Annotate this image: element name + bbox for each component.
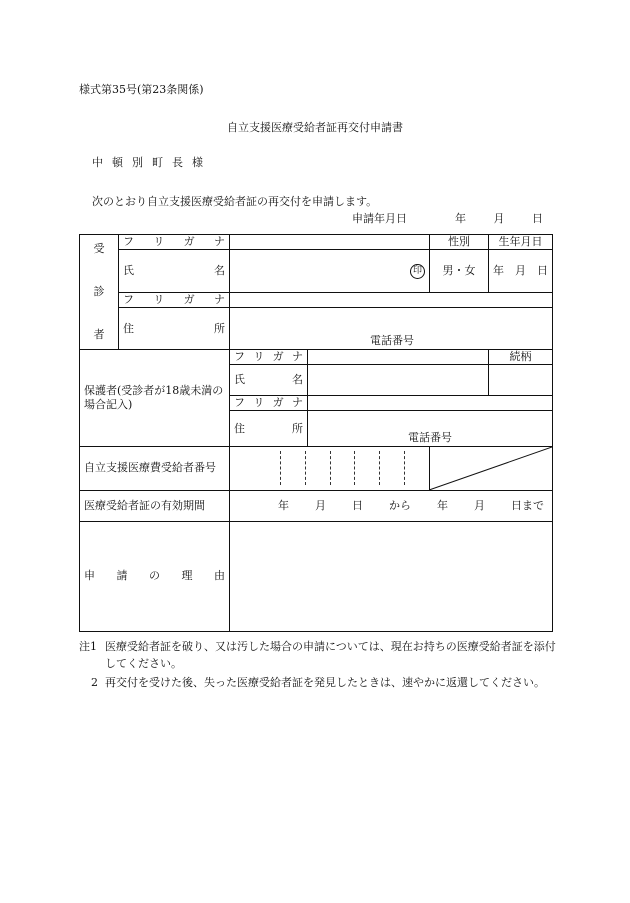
digit-box[interactable] (281, 451, 306, 485)
seal-icon: 印 (410, 264, 425, 279)
digit-box[interactable] (355, 451, 380, 485)
label-char: ナ (291, 396, 303, 410)
label-char: 氏 (123, 264, 134, 278)
guardian-furigana-label (230, 350, 308, 365)
guardian-address-furigana-field[interactable] (308, 396, 553, 411)
label-char: 請 (116, 569, 128, 583)
digit-box[interactable] (306, 451, 331, 485)
label-char: 理 (181, 569, 193, 583)
guardian-furigana-field[interactable] (308, 350, 489, 365)
form-code: 様式第35号(第23条関係) (79, 83, 204, 96)
label-char: 所 (214, 321, 225, 335)
guardian-address-furigana-label (230, 396, 308, 411)
patient-address-furigana-field[interactable] (230, 293, 553, 308)
application-date-label: 申請年月日 (352, 212, 407, 225)
patient-section-label (80, 235, 119, 350)
note-mark: 注1 (79, 640, 97, 653)
patient-furigana-field[interactable] (230, 235, 430, 250)
digit-box[interactable] (331, 451, 356, 485)
sex-field[interactable]: 男・女 (430, 250, 489, 293)
from-word: から (389, 498, 411, 512)
patient-name-label (119, 250, 230, 293)
label-char: フ (123, 293, 134, 307)
application-date-fields[interactable] (455, 213, 543, 224)
label-char: リ (253, 396, 265, 410)
month-unit: 月 (315, 498, 326, 512)
patient-address-field[interactable] (230, 308, 553, 350)
label-char: ナ (213, 293, 225, 307)
label-char: ガ (183, 235, 195, 249)
form-title: 自立支援医療受給者証再交付申請書 (227, 121, 403, 134)
birthdate-field[interactable] (489, 250, 553, 293)
label-char: フ (123, 235, 134, 249)
reason-label (80, 521, 230, 631)
validity-label: 医療受給者証の有効期間 (80, 490, 230, 521)
label-char: ナ (291, 350, 303, 364)
intro-sentence: 次のとおり自立支援医療受給者証の再交付を申請します。 (92, 195, 378, 208)
patient-label-char: 受 (93, 242, 105, 255)
year-unit: 年 (493, 264, 504, 278)
patient-address-furigana-label (119, 293, 230, 308)
patient-address-label (119, 308, 230, 350)
label-char: 申 (84, 569, 95, 583)
guardian-address-label (230, 411, 308, 447)
day-unit: 日 (352, 498, 363, 512)
label-char: の (149, 569, 160, 583)
month-unit: 月 (515, 264, 526, 278)
guardian-address-field[interactable] (308, 411, 553, 447)
label-char: フ (234, 350, 245, 364)
notes (79, 638, 557, 693)
guardian-section-label: 保護者(受診者が18歳未満の場合記入) (80, 350, 230, 447)
diagonal-strike (430, 447, 552, 490)
label-char: 所 (292, 421, 303, 435)
label-char: 住 (234, 421, 245, 435)
day-until-unit: 日まで (511, 498, 544, 512)
guardian-phone-label: 電話番号 (408, 431, 452, 445)
label-char: 住 (123, 321, 134, 335)
patient-name-field[interactable] (230, 250, 430, 293)
label-char: リ (253, 350, 265, 364)
note-item (79, 638, 557, 672)
label-char: ガ (272, 396, 284, 410)
day-unit: 日 (532, 212, 543, 225)
label-char: ガ (183, 293, 195, 307)
month-unit: 月 (493, 212, 505, 225)
day-unit: 日 (537, 264, 548, 278)
digit-box[interactable] (380, 451, 405, 485)
note-item (79, 674, 557, 691)
recipient-number-field[interactable] (230, 447, 430, 491)
patient-label-char: 者 (93, 328, 105, 342)
note-text: 医療受給者証を破り、又は汚した場合の申請については、現在お持ちの医療受給者証を添付してください。 (105, 640, 556, 670)
label-char: 氏 (234, 373, 245, 387)
note-text: 再交付を受けた後、失った医療受給者証を発見したときは、速やかに返還してください。 (105, 676, 545, 689)
digit-box[interactable] (256, 451, 281, 485)
addressee: 中頓別町長様 (92, 156, 212, 169)
patient-label-char: 診 (93, 285, 105, 299)
label-char: 名 (292, 373, 303, 387)
relation-field[interactable] (489, 365, 553, 396)
unused-cell (430, 447, 553, 491)
label-char: 由 (214, 569, 225, 583)
label-char: リ (153, 293, 165, 307)
label-char: フ (234, 396, 245, 410)
patient-phone-label: 電話番号 (370, 333, 414, 347)
recipient-number-label: 自立支援医療費受給者番号 (80, 447, 230, 491)
digit-box[interactable] (405, 451, 429, 485)
month-unit: 月 (474, 498, 485, 512)
year-unit: 年 (455, 212, 466, 225)
application-form-table (79, 234, 553, 632)
label-char: リ (153, 235, 165, 249)
guardian-name-label (230, 365, 308, 396)
patient-furigana-label (119, 235, 230, 250)
reason-field[interactable] (230, 521, 553, 631)
year-unit: 年 (278, 498, 289, 512)
relation-label: 続柄 (489, 350, 553, 365)
year-unit: 年 (437, 498, 448, 512)
label-char: ナ (213, 235, 225, 249)
label-char: 名 (214, 264, 225, 278)
sex-label: 性別 (430, 235, 489, 250)
guardian-name-field[interactable] (308, 365, 489, 396)
label-char: ガ (272, 350, 284, 364)
note-mark: 2 (91, 676, 98, 689)
birthdate-label: 生年月日 (489, 235, 553, 250)
validity-field[interactable] (230, 490, 553, 521)
